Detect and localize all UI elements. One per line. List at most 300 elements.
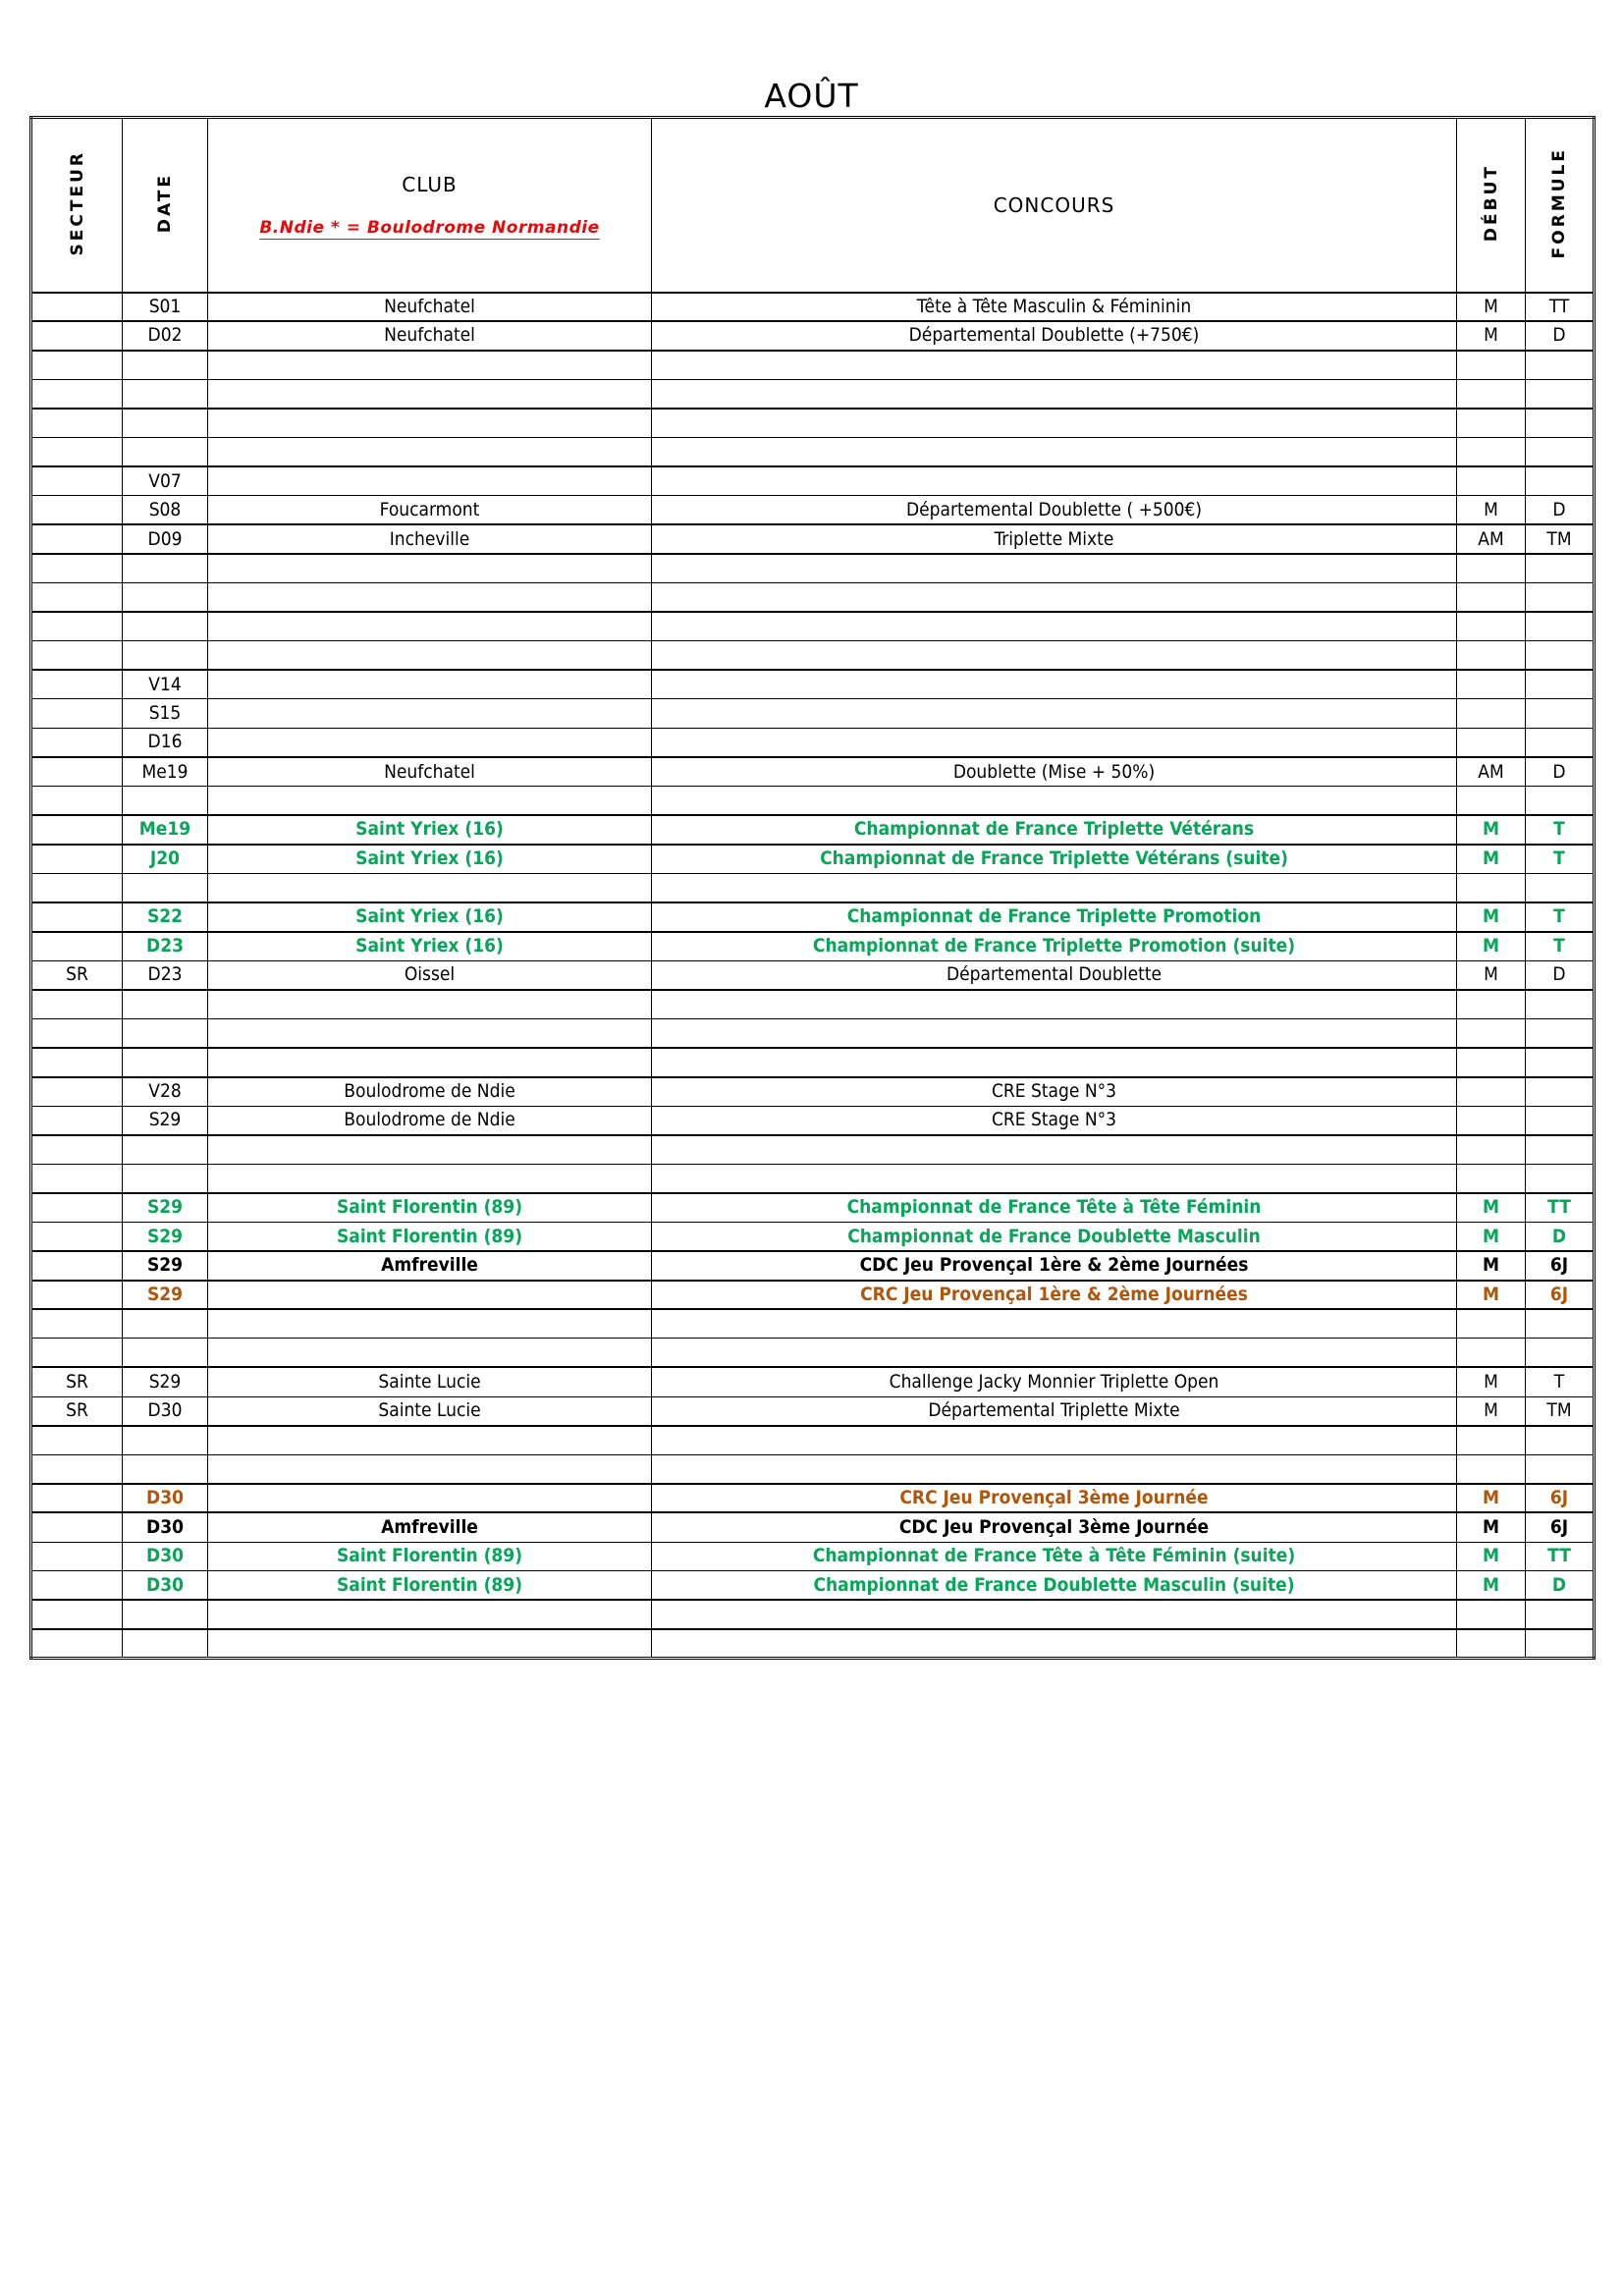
table-cell-secteur — [31, 787, 123, 816]
table-cell-date — [123, 1309, 208, 1339]
table-cell-concours: Championnat de France Triplette Vétérans (suite) — [652, 845, 1457, 874]
table-cell-debut: M — [1457, 1484, 1526, 1513]
table-cell-formule: TT — [1526, 293, 1595, 322]
table-cell-secteur — [31, 612, 123, 641]
table-cell-concours: Championnat de France Triplette Promotion — [652, 902, 1457, 932]
table-cell-club — [208, 641, 652, 671]
table-cell-formule — [1526, 1135, 1595, 1165]
column-header-secteur-label: SECTEUR — [67, 149, 87, 255]
table-cell-secteur — [31, 379, 123, 409]
table-cell-date: D30 — [123, 1571, 208, 1601]
table-cell-club — [208, 1484, 652, 1513]
table-cell-debut — [1457, 612, 1526, 641]
table-cell-secteur — [31, 1571, 123, 1601]
table-cell-formule — [1526, 466, 1595, 496]
table-cell-concours — [652, 379, 1457, 409]
table-cell-formule: T — [1526, 902, 1595, 932]
table-cell-formule: 6J — [1526, 1484, 1595, 1513]
table-cell-concours — [652, 1629, 1457, 1659]
table-cell-formule: T — [1526, 932, 1595, 961]
table-cell-debut — [1457, 873, 1526, 902]
table-cell-formule: T — [1526, 845, 1595, 874]
table-cell-date — [123, 612, 208, 641]
table-cell-date: S01 — [123, 293, 208, 322]
table-cell-formule: 6J — [1526, 1251, 1595, 1281]
table-cell-date: S29 — [123, 1367, 208, 1396]
table-cell-concours: Championnat de France Doublette Masculin (suite) — [652, 1571, 1457, 1601]
table-row — [31, 1018, 1595, 1048]
table-cell-debut: M — [1457, 1223, 1526, 1252]
table-cell-date: Me19 — [123, 815, 208, 845]
table-cell-date: D16 — [123, 728, 208, 757]
table-cell-club — [208, 699, 652, 729]
table-body — [31, 293, 1595, 1659]
table-row — [31, 582, 1595, 612]
table-cell-debut: M — [1457, 1367, 1526, 1396]
table-cell-formule — [1526, 699, 1595, 729]
table-cell-formule: D — [1526, 1223, 1595, 1252]
table-cell-debut: M — [1457, 321, 1526, 351]
table-row — [31, 1281, 1595, 1310]
table-row — [31, 757, 1595, 787]
table-cell-secteur — [31, 496, 123, 525]
table-cell-club — [208, 379, 652, 409]
table-cell-date — [123, 873, 208, 902]
table-cell-date — [123, 1018, 208, 1048]
table-cell-concours: Doublette (Mise + 50%) — [652, 757, 1457, 787]
table-cell-club — [208, 787, 652, 816]
table-cell-secteur — [31, 1135, 123, 1165]
table-cell-club — [208, 1426, 652, 1455]
table-cell-date: S29 — [123, 1106, 208, 1135]
table-cell-formule: 6J — [1526, 1281, 1595, 1310]
table-cell-concours: CRE Stage N°3 — [652, 1077, 1457, 1107]
table-cell-debut: AM — [1457, 757, 1526, 787]
table-cell-date — [123, 787, 208, 816]
table-cell-date — [123, 1164, 208, 1193]
table-cell-secteur — [31, 321, 123, 351]
table-cell-formule: TM — [1526, 1396, 1595, 1426]
table-cell-concours — [652, 990, 1457, 1019]
table-cell-concours — [652, 1600, 1457, 1629]
table-cell-formule — [1526, 1454, 1595, 1484]
table-cell-date: D30 — [123, 1484, 208, 1513]
table-cell-date: D30 — [123, 1542, 208, 1571]
table-cell-debut — [1457, 990, 1526, 1019]
club-header-legend: B.Ndie * = Boulodrome Normandie — [259, 217, 600, 238]
table-cell-secteur — [31, 699, 123, 729]
table-cell-date: S29 — [123, 1223, 208, 1252]
table-cell-concours — [652, 351, 1457, 380]
table-cell-concours: Triplette Mixte — [652, 524, 1457, 554]
table-cell-date: S22 — [123, 902, 208, 932]
table-row — [31, 1542, 1595, 1571]
table-cell-debut — [1457, 1600, 1526, 1629]
table-cell-concours: Départemental Doublette — [652, 960, 1457, 990]
table-cell-secteur — [31, 990, 123, 1019]
table-cell-date — [123, 409, 208, 438]
table-cell-club — [208, 1164, 652, 1193]
table-cell-debut — [1457, 409, 1526, 438]
table-cell-club: Amfreville — [208, 1512, 652, 1542]
table-row — [31, 612, 1595, 641]
table-cell-club: Neufchatel — [208, 321, 652, 351]
table-cell-date — [123, 990, 208, 1019]
table-cell-club: Saint Florentin (89) — [208, 1223, 652, 1252]
table-cell-concours — [652, 670, 1457, 699]
table-row — [31, 321, 1595, 351]
table-cell-concours — [652, 1164, 1457, 1193]
table-row — [31, 554, 1595, 583]
table-row — [31, 699, 1595, 729]
table-cell-debut — [1457, 670, 1526, 699]
club-header-stack — [208, 173, 651, 238]
table-cell-secteur — [31, 1018, 123, 1048]
table-cell-club — [208, 1629, 652, 1659]
table-cell-secteur — [31, 1193, 123, 1223]
table-cell-date — [123, 351, 208, 380]
table-cell-formule — [1526, 1309, 1595, 1339]
table-cell-concours — [652, 1048, 1457, 1077]
table-cell-debut — [1457, 1135, 1526, 1165]
table-cell-concours — [652, 728, 1457, 757]
column-header-debut — [1457, 118, 1526, 293]
table-cell-concours: CDC Jeu Provençal 1ère & 2ème Journées — [652, 1251, 1457, 1281]
table-row — [31, 960, 1595, 990]
table-cell-debut: M — [1457, 293, 1526, 322]
table-cell-secteur — [31, 641, 123, 671]
table-row — [31, 670, 1595, 699]
table-cell-debut — [1457, 379, 1526, 409]
table-cell-debut — [1457, 437, 1526, 466]
table-row — [31, 496, 1595, 525]
table-cell-date: V07 — [123, 466, 208, 496]
table-cell-concours — [652, 1339, 1457, 1368]
table-cell-secteur — [31, 582, 123, 612]
table-cell-concours — [652, 1426, 1457, 1455]
table-cell-club: Saint Yriex (16) — [208, 902, 652, 932]
table-cell-date: S08 — [123, 496, 208, 525]
schedule-table-wrapper — [29, 116, 1593, 1660]
table-cell-concours: Championnat de France Tête à Tête Féminin (suite) — [652, 1542, 1457, 1571]
table-row — [31, 351, 1595, 380]
table-cell-concours — [652, 437, 1457, 466]
table-cell-secteur — [31, 1600, 123, 1629]
table-cell-club — [208, 990, 652, 1019]
table-cell-secteur — [31, 524, 123, 554]
table-cell-debut: AM — [1457, 524, 1526, 554]
table-cell-club — [208, 437, 652, 466]
table-cell-formule — [1526, 1018, 1595, 1048]
table-cell-secteur — [31, 351, 123, 380]
table-cell-date — [123, 554, 208, 583]
table-cell-secteur — [31, 1048, 123, 1077]
table-cell-concours — [652, 409, 1457, 438]
table-cell-date — [123, 1426, 208, 1455]
table-cell-concours — [652, 612, 1457, 641]
table-row — [31, 524, 1595, 554]
table-cell-formule — [1526, 1339, 1595, 1368]
table-cell-formule: T — [1526, 815, 1595, 845]
table-cell-formule — [1526, 670, 1595, 699]
table-cell-secteur — [31, 409, 123, 438]
column-header-concours — [652, 118, 1457, 293]
table-cell-concours: Championnat de France Triplette Promotion (suite) — [652, 932, 1457, 961]
table-cell-club — [208, 612, 652, 641]
table-cell-date — [123, 1339, 208, 1368]
table-cell-date: J20 — [123, 845, 208, 874]
table-cell-formule — [1526, 612, 1595, 641]
table-cell-concours: Championnat de France Triplette Vétérans — [652, 815, 1457, 845]
table-row — [31, 641, 1595, 671]
table-row — [31, 1251, 1595, 1281]
table-cell-date: V14 — [123, 670, 208, 699]
table-cell-debut: M — [1457, 1251, 1526, 1281]
table-cell-club: Sainte Lucie — [208, 1367, 652, 1396]
table-row — [31, 1164, 1595, 1193]
table-cell-club — [208, 1309, 652, 1339]
table-cell-secteur — [31, 554, 123, 583]
table-cell-debut: M — [1457, 1193, 1526, 1223]
table-cell-formule: 6J — [1526, 1512, 1595, 1542]
table-cell-formule — [1526, 641, 1595, 671]
column-header-concours-label: CONCOURS — [993, 192, 1115, 217]
table-cell-formule — [1526, 379, 1595, 409]
table-cell-date: D23 — [123, 960, 208, 990]
table-cell-debut — [1457, 699, 1526, 729]
table-cell-concours: Tête à Tête Masculin & Fémininin — [652, 293, 1457, 322]
table-cell-formule — [1526, 873, 1595, 902]
table-row — [31, 1339, 1595, 1368]
table-cell-date: S29 — [123, 1193, 208, 1223]
table-cell-date: S29 — [123, 1281, 208, 1310]
table-cell-secteur — [31, 932, 123, 961]
table-cell-club: Neufchatel — [208, 293, 652, 322]
table-row — [31, 466, 1595, 496]
table-cell-club — [208, 670, 652, 699]
table-cell-formule: TM — [1526, 524, 1595, 554]
table-cell-club — [208, 1018, 652, 1048]
table-cell-formule: TT — [1526, 1193, 1595, 1223]
table-cell-date: S15 — [123, 699, 208, 729]
table-cell-secteur — [31, 670, 123, 699]
table-cell-club — [208, 1048, 652, 1077]
table-cell-secteur: SR — [31, 1396, 123, 1426]
header-row — [31, 118, 1595, 293]
table-cell-debut — [1457, 554, 1526, 583]
table-cell-club: Amfreville — [208, 1251, 652, 1281]
column-header-formule-label: FORMULE — [1549, 146, 1569, 258]
column-header-club-label: CLUB — [402, 172, 458, 196]
table-row — [31, 1426, 1595, 1455]
table-cell-debut — [1457, 641, 1526, 671]
table-cell-secteur — [31, 1106, 123, 1135]
table-cell-secteur — [31, 1512, 123, 1542]
table-cell-debut — [1457, 1018, 1526, 1048]
table-cell-secteur — [31, 902, 123, 932]
table-cell-debut: M — [1457, 815, 1526, 845]
table-cell-date: D30 — [123, 1396, 208, 1426]
table-row — [31, 1600, 1595, 1629]
table-cell-formule — [1526, 1077, 1595, 1107]
table-cell-club: Incheville — [208, 524, 652, 554]
table-cell-concours — [652, 1018, 1457, 1048]
table-cell-club: Saint Florentin (89) — [208, 1571, 652, 1601]
table-cell-club — [208, 1454, 652, 1484]
table-row — [31, 1571, 1595, 1601]
table-cell-secteur — [31, 873, 123, 902]
table-cell-secteur — [31, 466, 123, 496]
table-cell-debut: M — [1457, 845, 1526, 874]
table-cell-formule — [1526, 1164, 1595, 1193]
table-cell-concours: CDC Jeu Provençal 3ème Journée — [652, 1512, 1457, 1542]
table-cell-secteur — [31, 1542, 123, 1571]
column-header-club — [208, 118, 652, 293]
table-cell-date: S29 — [123, 1251, 208, 1281]
column-header-debut-label: DÉBUT — [1481, 163, 1501, 242]
table-cell-secteur — [31, 1454, 123, 1484]
table-cell-concours: Départemental Triplette Mixte — [652, 1396, 1457, 1426]
table-cell-formule — [1526, 1629, 1595, 1659]
table-cell-concours — [652, 466, 1457, 496]
table-cell-secteur — [31, 1484, 123, 1513]
table-row — [31, 1135, 1595, 1165]
table-cell-formule — [1526, 351, 1595, 380]
table-cell-formule — [1526, 787, 1595, 816]
table-cell-date — [123, 437, 208, 466]
table-row — [31, 902, 1595, 932]
table-cell-formule: D — [1526, 1571, 1595, 1601]
table-cell-debut: M — [1457, 960, 1526, 990]
table-cell-club — [208, 1600, 652, 1629]
table-cell-concours — [652, 554, 1457, 583]
table-row — [31, 1106, 1595, 1135]
table-cell-date — [123, 1600, 208, 1629]
table-cell-debut — [1457, 1077, 1526, 1107]
table-cell-club: Saint Florentin (89) — [208, 1193, 652, 1223]
table-cell-date — [123, 1048, 208, 1077]
table-cell-concours — [652, 787, 1457, 816]
table-cell-debut — [1457, 1164, 1526, 1193]
table-cell-formule: T — [1526, 1367, 1595, 1396]
table-cell-club: Boulodrome de Ndie — [208, 1106, 652, 1135]
table-cell-concours: Départemental Doublette ( +500€) — [652, 496, 1457, 525]
table-cell-formule — [1526, 409, 1595, 438]
table-cell-formule: D — [1526, 496, 1595, 525]
table-cell-club: Foucarmont — [208, 496, 652, 525]
page-title: AOÛT — [764, 77, 859, 115]
table-cell-debut — [1457, 1454, 1526, 1484]
table-cell-formule: D — [1526, 960, 1595, 990]
table-row — [31, 409, 1595, 438]
table-cell-debut — [1457, 1629, 1526, 1659]
table-cell-formule — [1526, 1048, 1595, 1077]
table-cell-secteur — [31, 1309, 123, 1339]
table-cell-club — [208, 351, 652, 380]
table-row — [31, 1512, 1595, 1542]
table-cell-club — [208, 582, 652, 612]
table-cell-club: Saint Florentin (89) — [208, 1542, 652, 1571]
table-row — [31, 1367, 1595, 1396]
table-cell-formule — [1526, 990, 1595, 1019]
table-cell-secteur — [31, 1426, 123, 1455]
table-cell-formule: D — [1526, 757, 1595, 787]
table-cell-secteur — [31, 1281, 123, 1310]
table-cell-secteur — [31, 1077, 123, 1107]
table-cell-formule — [1526, 1600, 1595, 1629]
table-cell-club — [208, 873, 652, 902]
table-cell-debut — [1457, 1309, 1526, 1339]
table-cell-debut — [1457, 787, 1526, 816]
table-cell-secteur — [31, 1629, 123, 1659]
table-cell-secteur — [31, 1251, 123, 1281]
table-cell-concours — [652, 582, 1457, 612]
table-cell-date — [123, 1135, 208, 1165]
table-cell-concours: Championnat de France Tête à Tête Féminin — [652, 1193, 1457, 1223]
column-header-date — [123, 118, 208, 293]
table-cell-club — [208, 1281, 652, 1310]
table-cell-debut: M — [1457, 496, 1526, 525]
table-cell-concours: Championnat de France Doublette Masculin — [652, 1223, 1457, 1252]
table-cell-debut: M — [1457, 1396, 1526, 1426]
table-cell-debut: M — [1457, 1571, 1526, 1601]
table-cell-club: Boulodrome de Ndie — [208, 1077, 652, 1107]
table-cell-club — [208, 1339, 652, 1368]
table-cell-concours — [652, 1309, 1457, 1339]
table-cell-concours: Départemental Doublette (+750€) — [652, 321, 1457, 351]
table-cell-secteur — [31, 1164, 123, 1193]
table-cell-date — [123, 1454, 208, 1484]
table-cell-date: D09 — [123, 524, 208, 554]
table-cell-debut: M — [1457, 902, 1526, 932]
table-row — [31, 1396, 1595, 1426]
table-row — [31, 293, 1595, 322]
table-cell-debut: M — [1457, 1512, 1526, 1542]
table-cell-debut: M — [1457, 1281, 1526, 1310]
table-row — [31, 1484, 1595, 1513]
table-cell-date: D23 — [123, 932, 208, 961]
table-cell-club: Saint Yriex (16) — [208, 845, 652, 874]
table-cell-formule — [1526, 1106, 1595, 1135]
table-row — [31, 437, 1595, 466]
table-cell-date: Me19 — [123, 757, 208, 787]
table-cell-club: Saint Yriex (16) — [208, 932, 652, 961]
table-cell-date — [123, 379, 208, 409]
table-cell-club — [208, 1135, 652, 1165]
table-row — [31, 728, 1595, 757]
table-cell-club: Saint Yriex (16) — [208, 815, 652, 845]
table-cell-date — [123, 1629, 208, 1659]
table-row — [31, 379, 1595, 409]
table-cell-concours — [652, 1454, 1457, 1484]
table-row — [31, 1048, 1595, 1077]
table-cell-date: D02 — [123, 321, 208, 351]
table-cell-secteur — [31, 757, 123, 787]
column-header-date-label: DATE — [155, 172, 175, 233]
table-row — [31, 815, 1595, 845]
table-cell-formule — [1526, 1426, 1595, 1455]
table-cell-club — [208, 409, 652, 438]
table-cell-concours — [652, 641, 1457, 671]
table-row — [31, 787, 1595, 816]
table-row — [31, 873, 1595, 902]
table-cell-concours: CRE Stage N°3 — [652, 1106, 1457, 1135]
table-cell-debut — [1457, 582, 1526, 612]
table-cell-debut — [1457, 466, 1526, 496]
table-cell-secteur — [31, 437, 123, 466]
column-header-formule — [1526, 118, 1595, 293]
table-cell-concours — [652, 699, 1457, 729]
